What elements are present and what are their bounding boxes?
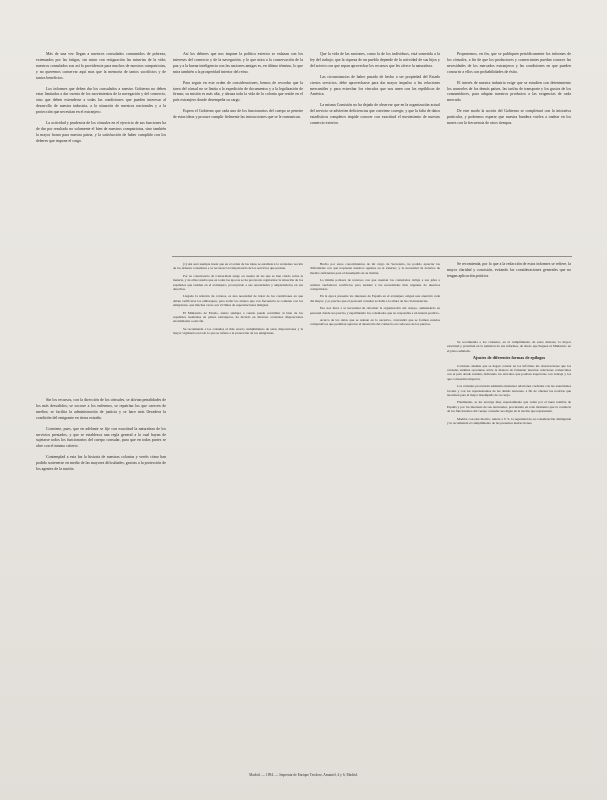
note-paragraph: En la época presente los intereses de España en el extranjero exigen una atención cada día mayor, y es preciso que el personal consular se halle a la altura de las circunstancias. bbox=[310, 294, 440, 303]
paragraph: Conviene, pues, que en adelante se fije con exactitud la naturaleza de los servicios prestados, y que se establezca una regla general a la cual hayan de sujetarse todos los funcionarios del cuerpo consular, para que en todas partes se obre con el mismo criterio. bbox=[36, 426, 166, 449]
note-paragraph: Se recomienda a los cónsules el más exacto cumplimiento de estas disposiciones y la mayor vigilancia en todo lo que se refiere a la protección de los emigrantes. bbox=[173, 326, 303, 336]
paragraph: Contemplad a esta luz la historia de nuestras colonias y veréis cómo han podido sostenerse en medio de las mayores dificultades, gracias a la protección de los agentes de la nación. bbox=[36, 455, 166, 472]
paragraph: Sin los recursos, con la dirección de los cónsules, se alivian penalidades de los más desvalidos; se socorre a los enfermos, se repatrían los que carecen de medios; se facilita la administración de justicia y se hace más llevadera la condición del emigrante en tierra extraña. bbox=[36, 398, 166, 420]
paragraph: Madrid, con este motivo, reitera a V. S. la seguridad de su consideración distinguida y le recomienda el cumplimiento de las presentes instrucciones. bbox=[447, 416, 571, 426]
paragraph: Para seguir en este orden de consideraciones, hemos de recordar que la tarea del cónsul no se limita a la expedición de documentos y a la legalización de firmas; su misión es más alta, y abraza toda la vida de la colonia que reside en el país extranjero donde desempeña su cargo. bbox=[173, 80, 303, 103]
paragraph: Espera el Gobierno que cada uno de los funcionarios del cuerpo se penetre de estas ideas y procure cumplir fielmente las instrucciones que se le comunican. bbox=[173, 109, 303, 120]
section-heading: Ajustes de diferentes formas de epílogos bbox=[472, 355, 546, 361]
paragraph: Más de una vez llegan a nuestros consulados consumidos de pobreza, extenuados por las fatigas, sin mirar con resignación las miserias de la vida; nuestros consulados son así la providencia para muchos de nuestros compatriotas, y no queremos conservar aquí mas que la memoria de tantos sacrificios y de tantos beneficios. bbox=[36, 52, 166, 80]
paragraph: La actividad y prudencia de los cónsules en el ejercicio de sus funciones ha de dar por resultado no solamente el bien de nuestros compatriotas, sino también la mayor honra para nuestra patria, y la satisfacción de haber cumplido con los deberes que impone el cargo. bbox=[36, 121, 166, 143]
paragraph: Así los deberes que nos impone la política exterior se enlazan con los intereses del comercio y de la navegación; y lo que mira a la conservación de la paz y a la buena inteligencia con las naciones amigas es, en último término, lo que mira también a la prosperidad interior del reino. bbox=[173, 52, 303, 74]
note-paragraph: (1) Así será siempre hasta que en el orden de las ideas se establezca la verdadera noción de los deberes consulares y se reconozca la importancia de los servicios que prestan. bbox=[173, 262, 303, 271]
paragraph: Los cónsules procurarán asimismo mantener relaciones cordiales con las autoridades locales y con los representantes de las demás naciones, a fin de obtener las noticias que necesiten para el mejor desempeño de su cargo. bbox=[447, 384, 571, 398]
paragraph: Los informes que deben dar los consulados a nuestro Gobierno no deben estar limitados a dar cuenta de los movimientos de la navegación y del comercio, sino que deben extenderse a todas las condiciones que pueden interesar al desarrollo de nuestra industria, a la situación de nuestros nacionales y a la protección que necesitan en el extranjero. bbox=[36, 86, 166, 115]
imprint-footer: Madrid. — 1894. — Imprenta de Enrique Teodoro, Amaniel, 4 y 6, Madrid. bbox=[249, 773, 358, 777]
paragraph: Se recomienda, por lo que a la redacción de estos informes se refiere, la mayor claridad y concisión, evitando las consideraciones generales que no tengan aplicación práctica. bbox=[447, 262, 571, 278]
paragraph: Que la vida de las naciones, como la de los individuos, está sometida a la ley del trabajo; que la riqueza de un pueblo depende de la actividad de sus hijos y del acierto con que sepan aprovechar los recursos que les ofrece la naturaleza. bbox=[310, 52, 440, 68]
note-paragraph: Por su connivencia de Cartas-Real tengo en cuenta de las que se han citado sobre la materia, y de ellas resulta que en todas las épocas se ha procurado regularizar la situación de los españoles que residen en el extranjero, proveyendo a sus necesidades y amparándolos en sus derechos. bbox=[173, 273, 303, 292]
note-paragraph: Acerca de los datos que se reúnan en lo sucesivo, convendrá que se formen estados comparativos que permitan apreciar el desarrollo del comercio en cada uno de los puertos. bbox=[310, 318, 440, 327]
column-2-top bbox=[173, 52, 303, 252]
column-1-bottom bbox=[36, 398, 166, 648]
paragraph: La misma Comisión no ha dejado de observar que en la organización actual del servicio se advierten deficiencias que conviene corregir, y que la falta de datos estadísticos completos impide conocer con exactitud el movimiento de nuestro comercio exterior. bbox=[310, 103, 440, 126]
note-paragraph: Llegada la relación de colonos, es una necesidad de tratar de las condiciones en que deben verificarse los embarques, para evitar los abusos que con frecuencia se cometen con los emigrantes, que muchas veces son víctimas de especulaciones indignas. bbox=[173, 294, 303, 308]
note-paragraph: El Ministerio de Estado, atento siempre a cuanto puede contribuir al bien de los españoles residentes en países extranjeros, ha dictado en diversas ocasiones disposiciones encaminadas a este fin. bbox=[173, 310, 303, 324]
note-paragraph: Hecho por estos conocimientos de mi cargo de Secretario, he podido apreciar las dificultades con que tropiezan nuestros agentes en el exterior, y la necesidad de dotarlos de medios suficientes para el desempeño de su misión. bbox=[310, 262, 440, 275]
column-separator-rule bbox=[172, 256, 572, 257]
notes-right-column bbox=[310, 262, 440, 757]
column-4-middle bbox=[447, 262, 571, 332]
paragraph: Proponemos, en fin, que se publiquen periódicamente los informes de los cónsules, a fin de que los productores y comerciantes puedan conocer las necesidades de los mercados extranjeros y las condiciones en que pueden concurrir a ellos con probabilidades de éxito. bbox=[447, 52, 571, 74]
column-1-top bbox=[36, 52, 166, 342]
note-paragraph: Eso nos lleva a la necesidad de reformar la organización del cuerpo, aumentando su personal donde sea preciso y suprimiendo los consulados que no respondan a un interés positivo. bbox=[310, 306, 440, 315]
paragraph: Las circunstancias de haber pasado de hecho a ser propiedad del Estado ciertos servicios, debe aprovecharse para dar mayor impulso a las relaciones mercantiles y para estrechar los vínculos que nos unen con las repúblicas de América. bbox=[310, 74, 440, 97]
paragraph: El interés de nuestra industria exige que se estudien con detenimiento los aranceles de los demás países, las tarifas de transporte y los gustos de los consumidores, para adaptar nuestros productos a las exigencias de cada mercado. bbox=[447, 80, 571, 103]
paragraph: Se recomienda a los cónsules, en el cumplimiento de estos deberes, la mayor exactitud y prontitud en la remisión de sus informes, de modo que lleguen al Ministerio en el plazo señalado. bbox=[447, 340, 571, 353]
paragraph: Finalmente, se les encarga muy especialmente que velen por el buen nombre de España y por los intereses de sus nacionales, procurando en todo momento que la conducta de los funcionarios del cuerpo consular sea digna de la nación que representan. bbox=[447, 400, 571, 414]
notes-left-column bbox=[173, 262, 303, 757]
paragraph: Conviene además que se hagan constar en los informes las observaciones que los cónsules estimen oportunas sobre la manera de fomentar nuestras relaciones comerciales con el país donde residen, indicando los artículos que podrían exportarse con ventaja y los que convendría importar. bbox=[447, 363, 571, 381]
column-4-top bbox=[447, 52, 571, 252]
column-3-top bbox=[310, 52, 440, 252]
paragraph: De este modo la acción del Gobierno se completará con la iniciativa particular, y podremos esperar que nuestra bandera vuelva a ondear en los mares con la frecuencia de otros tiempos. bbox=[447, 109, 571, 126]
column-4-lower bbox=[447, 340, 571, 760]
note-paragraph: La misma pobreza de recursos con que cuentan los consulados obliga a sus jefes a realizar verdaderos sacrificios para atender a las necesidades más urgentes de nuestros compatriotas. bbox=[310, 278, 440, 292]
